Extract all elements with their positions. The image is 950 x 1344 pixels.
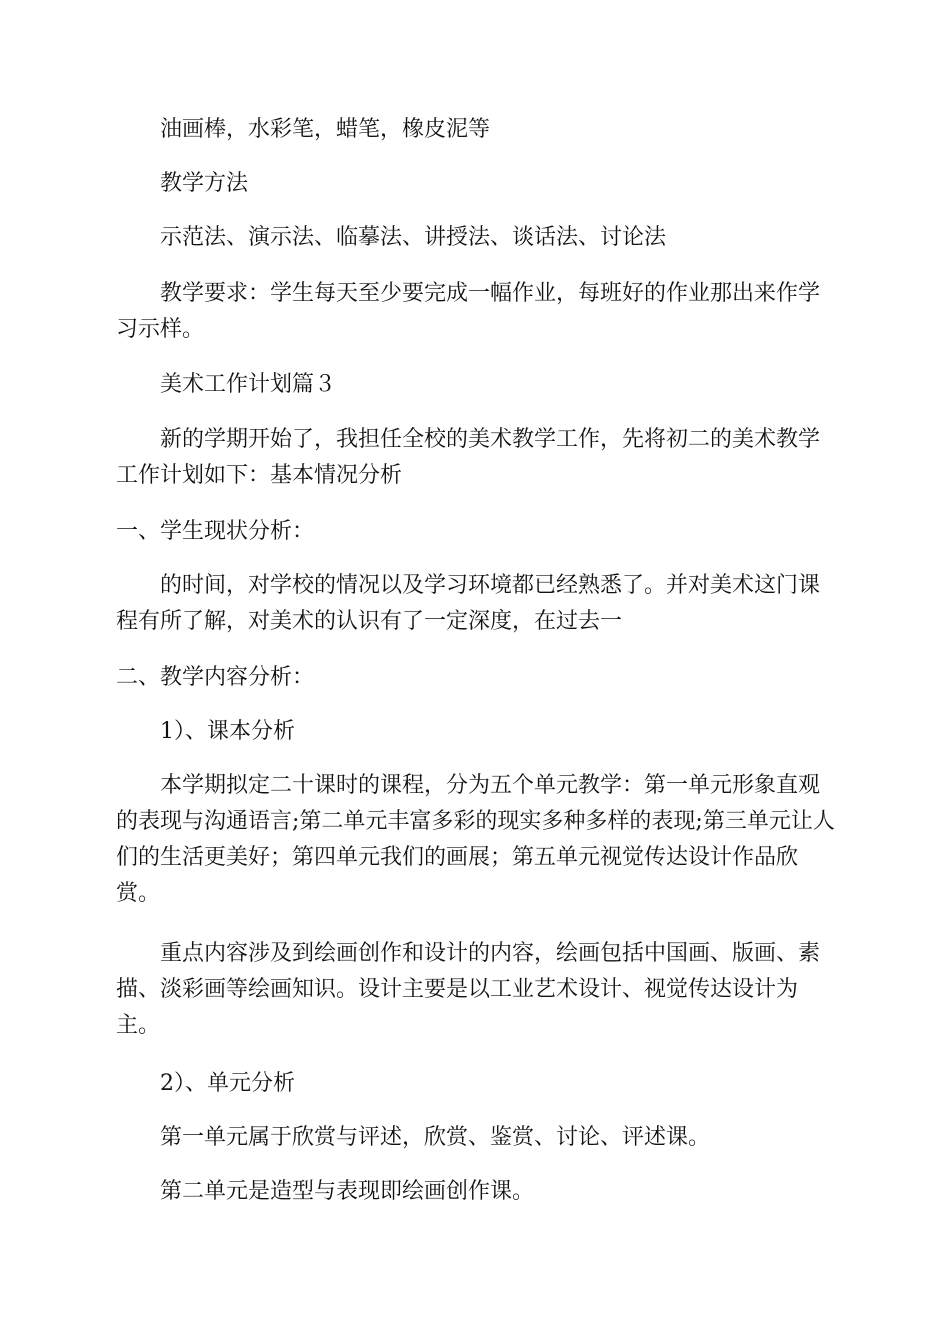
paragraph-intro: 新的学期开始了，我担任全校的美术教学工作，先将初二的美术教学工作计划如下：基本情况分析 — [116, 427, 821, 488]
paragraph-key-content: 重点内容涉及到绘画创作和设计的内容，绘画包括中国画、版画、素描、淡彩画等绘画知识。设计主要是以工业艺术设计、视觉传达设计为主。 — [116, 941, 821, 1038]
paragraph-student-analysis: 的时间，对学校的情况以及学习环境都已经熟悉了。并对美术这门课程有所了解，对美术的认识有了一定深度，在过去一 — [116, 573, 821, 634]
paragraph-unit-analysis-heading: 2）、单元分析 — [160, 1071, 295, 1096]
paragraph-teaching-requirements: 教学要求：学生每天至少要完成一幅作业，每班好的作业那出来作学习示样。 — [116, 281, 821, 342]
paragraph-unit-one: 第一单元属于欣赏与评述，欣赏、鉴赏、讨论、评述课。 — [160, 1125, 711, 1150]
paragraph-teaching-methods: 示范法、演示法、临摹法、讲授法、谈话法、讨论法 — [160, 225, 667, 250]
paragraph-course-plan: 本学期拟定二十课时的课程，分为五个单元教学：第一单元形象直观的表现与沟通语言;第二单元丰富多彩的现实多种多样的表现;第三单元让人们的生活更美好；第四单元我们的画展；第五单元视觉传达设计作品欣赏。 — [116, 773, 835, 906]
paragraph-plan-title: 美术工作计划篇３ — [160, 372, 337, 397]
paragraph-content-analysis-heading: 二、教学内容分析： — [116, 665, 315, 690]
paragraph-student-analysis-heading: 一、学生现状分析： — [116, 519, 315, 544]
paragraph-textbook-analysis-heading: 1）、课本分析 — [160, 719, 295, 744]
paragraph-teaching-methods-heading: 教学方法 — [160, 171, 249, 196]
paragraph-unit-two: 第二单元是造型与表现即绘画创作课。 — [160, 1179, 535, 1204]
paragraph-materials: 油画棒，水彩笔，蜡笔，橡皮泥等 — [160, 117, 491, 142]
